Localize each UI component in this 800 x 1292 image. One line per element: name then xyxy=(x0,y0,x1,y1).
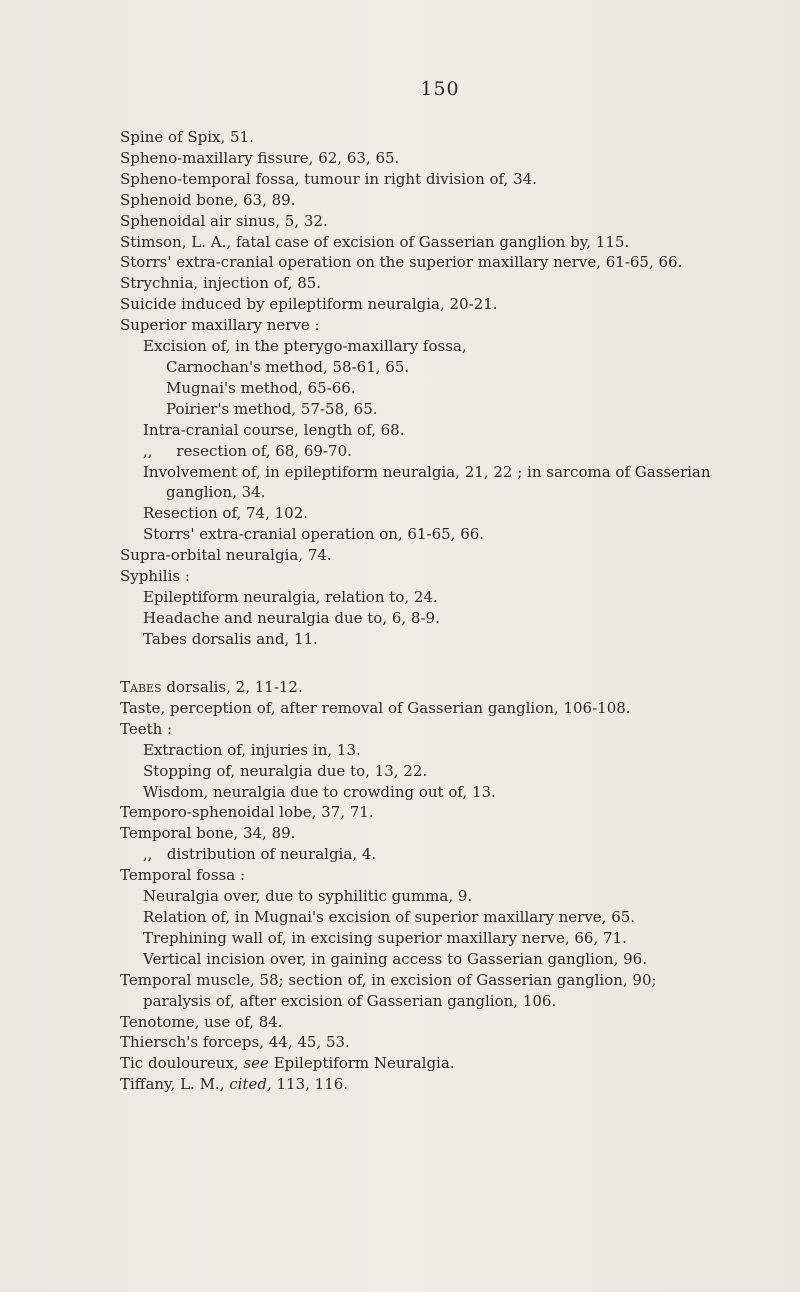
index-entry xyxy=(120,698,800,719)
entry-text-pre: Tic douloureux, xyxy=(120,1054,244,1073)
entry-continuation: ganglion, 34. xyxy=(166,483,266,502)
index-entry xyxy=(120,1012,800,1033)
index-section-t xyxy=(120,677,800,1095)
entry-text-italic: see xyxy=(243,1054,269,1073)
entry-text: ,, distribution of neuralgia, 4. xyxy=(143,845,377,864)
index-entry xyxy=(120,1053,800,1074)
entry-text: Suicide induced by epileptiform neuralgia, 20-21. xyxy=(120,295,498,314)
entry-text: Spheno-temporal fossa, tumour in right division of, 34. xyxy=(120,169,537,188)
entry-text: Supra-orbital neuralgia, 74. xyxy=(120,546,332,565)
entry-text: Mugnai's method, 65-66. xyxy=(166,378,356,397)
index-section-s xyxy=(120,127,800,650)
index-entry xyxy=(120,315,800,336)
entry-text: Strychnia, injection of, 85. xyxy=(120,274,322,293)
entry-text: Spine of Spix, 51. xyxy=(120,128,254,146)
entry-heading-smallcaps: Tabes xyxy=(120,678,162,696)
index-entry xyxy=(120,294,800,315)
index-entry xyxy=(120,802,800,823)
entry-text: Temporal bone, 34, 89. xyxy=(120,824,296,843)
entry-text: Neuralgia over, due to syphilitic gumma, 9. xyxy=(143,887,473,906)
index-entry xyxy=(120,907,800,928)
entry-text: Excision of, in the pterygo-maxillary fossa, xyxy=(143,337,467,356)
entry-text: Trephining wall of, in excising superior maxillary nerve, 66, 71. xyxy=(143,928,627,947)
index-entry xyxy=(120,190,800,211)
entry-text: ,, resection of, 68, 69-70. xyxy=(143,441,352,460)
entry-text: Temporal muscle, 58; section of, in excision of Gasserian ganglion, 90; xyxy=(120,970,657,989)
index-entry xyxy=(120,127,800,148)
index-entry xyxy=(120,378,800,399)
index-entry xyxy=(120,677,800,698)
entry-text: Vertical incision over, in gaining access to Gasserian ganglion, 96. xyxy=(143,949,647,968)
index-entry xyxy=(120,782,800,803)
page-number: 150 xyxy=(420,78,460,100)
entry-text: Stimson, L. A., fatal case of excision of Gasserian ganglion by, 115. xyxy=(120,232,630,251)
entry-text: Stopping of, neuralgia due to, 13, 22. xyxy=(143,761,428,780)
index-entry xyxy=(120,336,800,357)
index-entry xyxy=(120,970,800,1012)
index-entry xyxy=(120,823,800,844)
entry-text: Temporal fossa : xyxy=(120,866,245,885)
entry-text: Sphenoid bone, 63, 89. xyxy=(120,190,296,209)
index-entry xyxy=(120,928,800,949)
entry-text-italic: cited, xyxy=(229,1075,272,1094)
entry-text: Superior maxillary nerve : xyxy=(120,316,320,335)
entry-text: Resection of, 74, 102. xyxy=(143,504,309,523)
index-entry xyxy=(120,761,800,782)
entry-text: dorsalis, 2, 11-12. xyxy=(161,678,303,696)
index-entry xyxy=(120,566,800,587)
index-entry xyxy=(120,545,800,566)
entry-text: Headache and neuralgia due to, 6, 8-9. xyxy=(143,608,440,627)
entry-text: Storrs' extra-cranial operation on the superior maxillary nerve, 61-65, 66. xyxy=(120,253,683,272)
index-entry xyxy=(120,441,800,462)
index-entry xyxy=(120,587,800,608)
entry-text: Spheno-maxillary fissure, 62, 63, 65. xyxy=(120,148,400,167)
index-entry xyxy=(120,148,800,169)
entry-text: Tenotome, use of, 84. xyxy=(120,1012,283,1031)
index-entry xyxy=(120,462,800,504)
entry-text: Teeth : xyxy=(120,719,173,738)
index-entry xyxy=(120,740,800,761)
index-entry xyxy=(120,273,800,294)
index-entry xyxy=(120,169,800,190)
entry-text: Involvement of, in epileptiform neuralgia, 21, 22 ; in sarcoma of Gasserian xyxy=(143,462,711,481)
index-entry xyxy=(120,629,800,650)
entry-text: Epileptiform Neuralgia. xyxy=(268,1054,455,1073)
entry-text: Intra-cranial course, length of, 68. xyxy=(143,420,405,439)
index-entry xyxy=(120,357,800,378)
index-entry xyxy=(120,886,800,907)
index-entry xyxy=(120,211,800,232)
entry-text: Extraction of, injuries in, 13. xyxy=(143,740,361,759)
index-entry xyxy=(120,608,800,629)
index-entry xyxy=(120,1032,800,1053)
entry-text: Syphilis : xyxy=(120,567,190,586)
index-entry xyxy=(120,399,800,420)
entry-text: Temporo-sphenoidal lobe, 37, 71. xyxy=(120,803,374,822)
entry-continuation: paralysis of, after excision of Gasserian ganglion, 106. xyxy=(143,991,557,1010)
entry-text: Storrs' extra-cranial operation on, 61-65, 66. xyxy=(143,525,485,544)
entry-text: 113, 116. xyxy=(271,1075,349,1094)
entry-text: Relation of, in Mugnai's excision of superior maxillary nerve, 65. xyxy=(143,907,636,926)
entry-text-pre: Tiffany, L. M., xyxy=(120,1075,230,1094)
index-entry xyxy=(120,503,800,524)
entry-text: Tabes dorsalis and, 11. xyxy=(143,629,318,648)
index-entry xyxy=(120,524,800,545)
index-entry xyxy=(120,949,800,970)
index-entry xyxy=(120,719,800,740)
entry-text: Sphenoidal air sinus, 5, 32. xyxy=(120,211,328,230)
index-entry xyxy=(120,1074,800,1095)
entry-text: Thiersch's forceps, 44, 45, 53. xyxy=(120,1033,350,1052)
index-entry xyxy=(120,865,800,886)
entry-text: Taste, perception of, after removal of Gasserian ganglion, 106-108. xyxy=(120,698,631,717)
entry-text: Poirier's method, 57-58, 65. xyxy=(166,399,378,418)
index-entry xyxy=(120,420,800,441)
entry-text: Carnochan's method, 58-61, 65. xyxy=(166,357,410,376)
index-entry xyxy=(120,252,800,273)
entry-text: Wisdom, neuralgia due to crowding out of, 13. xyxy=(143,782,496,801)
index-entry xyxy=(120,844,800,865)
entry-text: Epileptiform neuralgia, relation to, 24. xyxy=(143,587,438,606)
index-entry xyxy=(120,232,800,253)
